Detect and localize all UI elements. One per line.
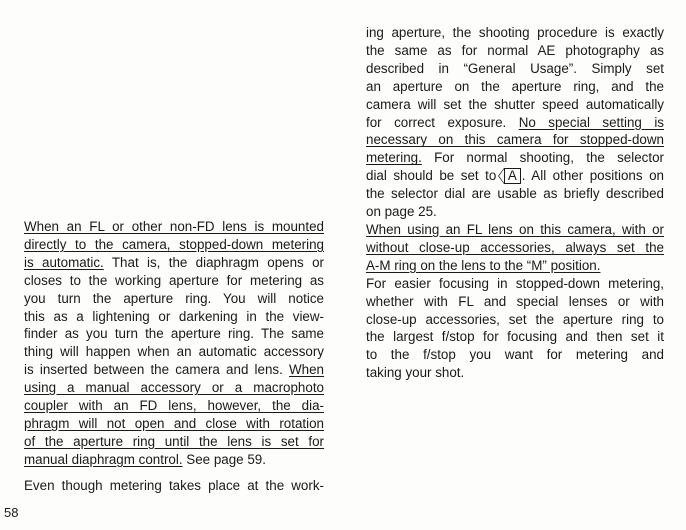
text-line: directly to the camera, stopped-down metering <box>24 236 324 252</box>
text-line <box>366 167 664 185</box>
right-column <box>366 24 664 382</box>
text-line: camera will set the shutter speed automatically <box>366 96 664 112</box>
text-line: using a manual accessory or a macrophoto <box>24 380 324 396</box>
text-line <box>24 451 324 469</box>
text-line: When an FL or other non-FD lens is mounted <box>24 219 324 234</box>
text-line: phragm will not open and close with rotation <box>24 415 324 431</box>
text-line: to the f/stop you want for metering and <box>366 347 664 363</box>
text-line: finder as you turn the aperture ring. The same <box>24 326 324 342</box>
underlined-phrase: metering. <box>366 150 422 166</box>
text-line: close-up accessories, set the aperture ring to <box>366 311 664 327</box>
text-line: For easier focusing in stopped-down metering, <box>366 275 664 291</box>
text-fragment: for correct exposure. <box>366 114 519 130</box>
underlined-phrase: is automatic. <box>24 254 104 270</box>
text-line: the largest f/stop for focusing and then set it <box>366 329 664 345</box>
text-line: described in “General Usage”. Simply set <box>366 60 664 76</box>
text-fragment: . All other positions on <box>521 168 664 184</box>
text-line: this as a lightening or darkening in the view- <box>24 308 324 324</box>
selector-a-symbol: A <box>504 168 521 184</box>
text-line: on page 25. <box>366 204 437 220</box>
text-line <box>24 361 324 379</box>
underlined-phrase: No special setting is <box>518 114 664 130</box>
page-number: 58 <box>4 505 19 520</box>
text-line: an aperture on the aperture ring, and the <box>366 78 664 94</box>
text-line: A-M ring on the lens to the “M” position. <box>366 257 601 273</box>
text-line: coupler with an FD lens, however, the dia- <box>24 398 324 414</box>
text-line: you turn the aperture ring. You will notice <box>24 290 324 306</box>
text-fragment: dial should be set to <box>366 168 497 184</box>
text-line: the selector dial are usable as briefly described <box>366 186 664 202</box>
text-line: without close-up accessories, always set the <box>366 239 664 255</box>
text-line: thing will happen when an automatic accessory <box>24 344 324 360</box>
text-line: the same as for normal AE photography as <box>366 42 664 58</box>
underlined-phrase: When <box>289 362 324 378</box>
text-line: ing aperture, the shooting procedure is exactly <box>366 25 664 40</box>
text-fragment: is inserted between the camera and lens. <box>24 362 290 378</box>
text-line: taking your shot. <box>366 365 465 381</box>
text-fragment: For normal shooting, the selector <box>421 150 664 166</box>
text-line: Even though metering takes place at the work- <box>24 477 324 493</box>
text-fragment: See page 59. <box>182 451 266 467</box>
text-line <box>24 254 324 272</box>
text-fragment: That is, the diaphragm opens or <box>103 254 324 270</box>
text-line: When using an FL lens on this camera, with or <box>366 221 664 237</box>
text-line: closes to the working aperture for metering as <box>24 272 324 288</box>
text-line: of the aperture ring until the lens is set for <box>24 433 324 449</box>
text-line <box>366 114 664 132</box>
left-column <box>24 218 324 495</box>
text-line <box>366 149 664 167</box>
underlined-phrase: manual diaphragm control. <box>24 451 183 467</box>
text-line: whether with FL and special lenses or with <box>366 293 664 309</box>
text-line: necessary on this camera for stopped-down <box>366 132 664 148</box>
